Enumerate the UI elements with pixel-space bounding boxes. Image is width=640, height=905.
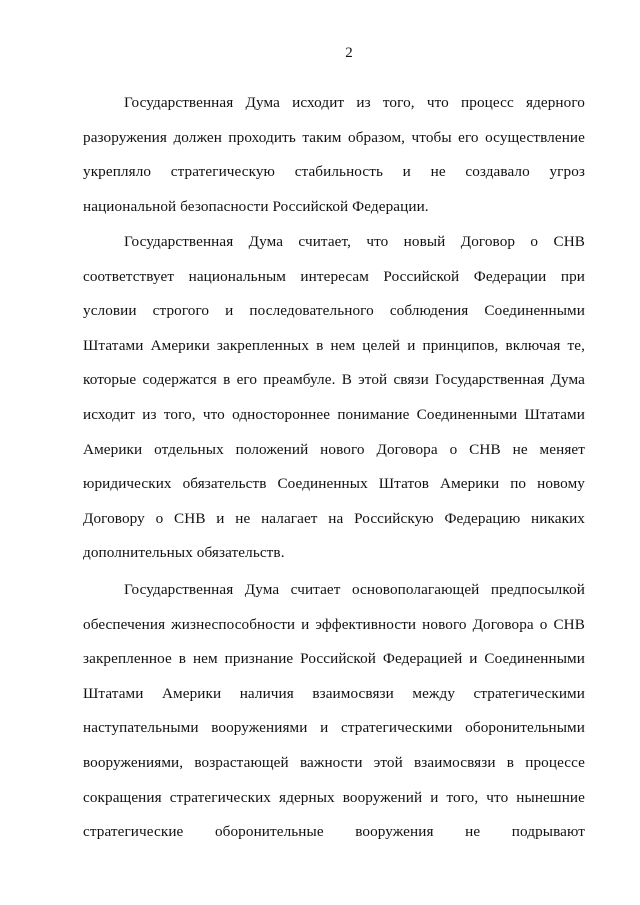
paragraph-start-treaty-interests: Государственная Дума считает, что новый Договор о СНВ соответствует национальным интересам Российской Федерации при условии строгого и последовательного соблюдения Соединенными Штатами Америки закрепленных в нем целей и принципов, включая те, которые содержатся в его преамбуле. В этой связи Государственная Дума исходит из того, что одностороннее понимание Соединенными Штатами Америки отдельных положений нового Договора о СНВ не меняет юридических обязательств Соединенных Штатов Америки по новому Договору о СНВ и не налагает на Российскую Федерацию никаких дополнительных обязательств. xyxy=(83,233,585,562)
paragraph-offensive-defensive-link: Государственная Дума считает основополагающей предпосылкой обеспечения жизнеспособности и эффективности нового Договора о СНВ закрепленное в нем признание Российской Федерацией и Соединенными Штатами Америки наличия взаимосвязи между стратегическими наступательными вооружениями и стратегическими оборонительными вооружениями, возрастающей важности этой взаимосвязи в процессе сокращения стратегических ядерных вооружений и того, что нынешние стратегические оборонительные вооружения не подрывают xyxy=(83,581,585,841)
page-number: 2 xyxy=(345,45,353,61)
paragraph-nuclear-disarmament: Государственная Дума исходит из того, что процесс ядерного разоружения должен проходить таким образом, чтобы его осуществление укрепляло стратегическую стабильность и не создавало угроз национальной безопасности Российской Федерации. xyxy=(83,94,585,215)
